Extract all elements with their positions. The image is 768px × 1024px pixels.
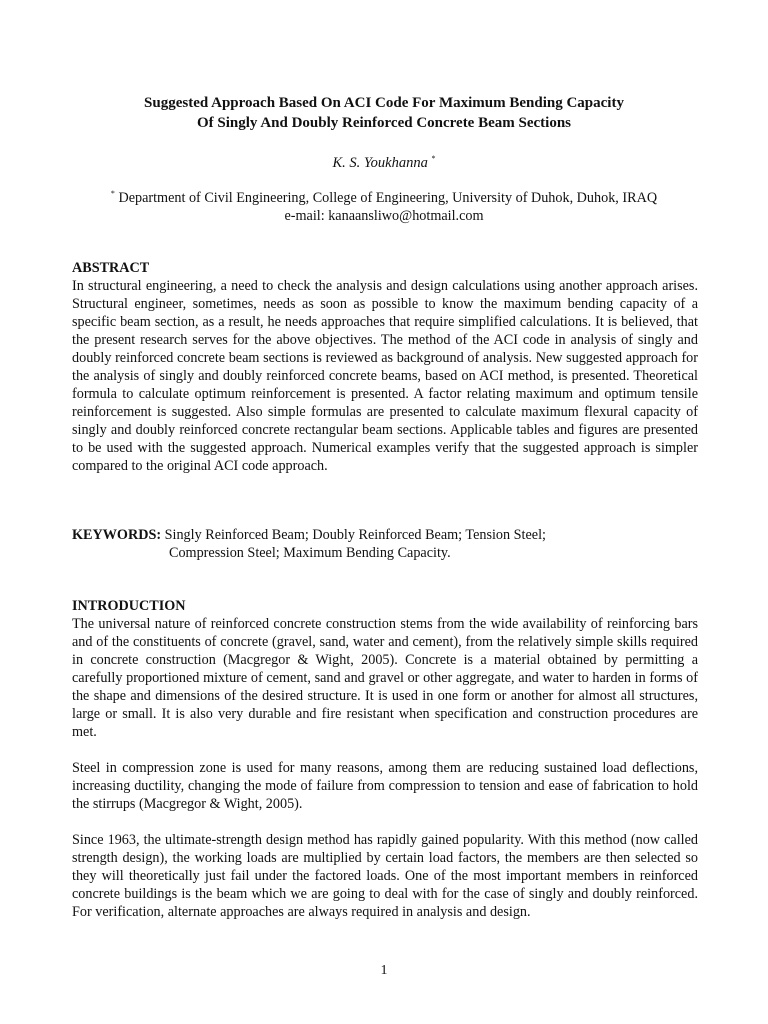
affiliation-email: e-mail: kanaansliwo@hotmail.com [284,208,484,224]
keywords-section [72,526,698,562]
introduction-paragraph-1: The universal nature of reinforced concrete construction stems from the wide availability of reinforcing bars and of the constituents of concrete (gravel, sand, water and cement), from the relatively simple skills required in concrete construction (Macgregor & Wight, 2005). Concrete is a material obtained by permitting a carefully proportioned mixture of cement, sand and gravel or other aggregate, and water to harden in forms of the shape and dimensions of the desired structure. It is used in one form or another for almost all structures, large or small. It is also very durable and fire resistant when specification and construction procedures are met. [72,616,698,740]
introduction-section [72,597,698,939]
paper-title [60,93,708,133]
author-line [60,150,708,172]
author-name: K. S. Youkhanna [332,155,428,171]
affiliation-block [60,185,708,225]
keywords-line-1 [72,526,698,544]
title-line-2: Of Singly And Doubly Reinforced Concrete Beam Sections [196,115,572,131]
introduction-paragraph-3: Since 1963, the ultimate-strength design method has rapidly gained popularity. With this method (now called strength design), the working loads are multiplied by certain load factors, the members are then selected so they will theoretically just fail under the factored loads. One of the most important members in reinforced concrete buildings is the beam which we are going to deal with for the case of singly and doubly reinforced. For verification, alternate approaches are always required in analysis and design. [72,832,698,920]
introduction-paragraph-2: Steel in compression zone is used for many reasons, among them are reducing sustained load deflections, increasing ductility, changing the mode of failure from compression to tension and ease of fabrication to hold the stirrups (Macgregor & Wight, 2005). [72,760,698,812]
abstract-heading: ABSTRACT [72,260,150,276]
keywords-line-2: Compression Steel; Maximum Bending Capacity. [169,545,451,561]
introduction-heading: INTRODUCTION [72,598,186,614]
affiliation-department: Department of Civil Engineering, College of Engineering, University of Duhok, Duhok, IRAQ [118,190,658,206]
keywords-text-1: Singly Reinforced Beam; Doubly Reinforced Beam; Tension Steel; [164,527,546,543]
page-number: 1 [380,963,388,978]
abstract-text: In structural engineering, a need to check the analysis and design calculations using another approach arises. Structural engineer, sometimes, needs as soon as possible to know the maximum bending capacity of a specific beam section, as a result, he needs approaches that require simplified calculations. It is believed, that the present research serves for the above objectives. The method of the ACI code in analysis of singly and doubly reinforced concrete beam sections is reviewed as background of analysis. New suggested approach for the analysis of singly and doubly reinforced concrete beams, based on ACI method, is presented. Theoretical formula to calculate optimum reinforcement is presented. A factor relating maximum and optimum tensile reinforcement is suggested. Also simple formulas are presented to calculate maximum flexural capacity of singly and doubly reinforced concrete rectangular beam sections. Applicable tables and figures are presented to be used with the suggested approach. Numerical examples verify that the suggested approach is simpler compared to the original ACI code approach. [72,278,698,474]
title-line-1: Suggested Approach Based On ACI Code For Maximum Bending Capacity [144,95,624,111]
affiliation-department-line [60,185,708,207]
author-affiliation-mark: * [431,154,436,163]
keywords-label: KEYWORDS: [72,527,162,543]
affiliation-mark: * [110,189,115,198]
abstract-section [72,259,698,475]
